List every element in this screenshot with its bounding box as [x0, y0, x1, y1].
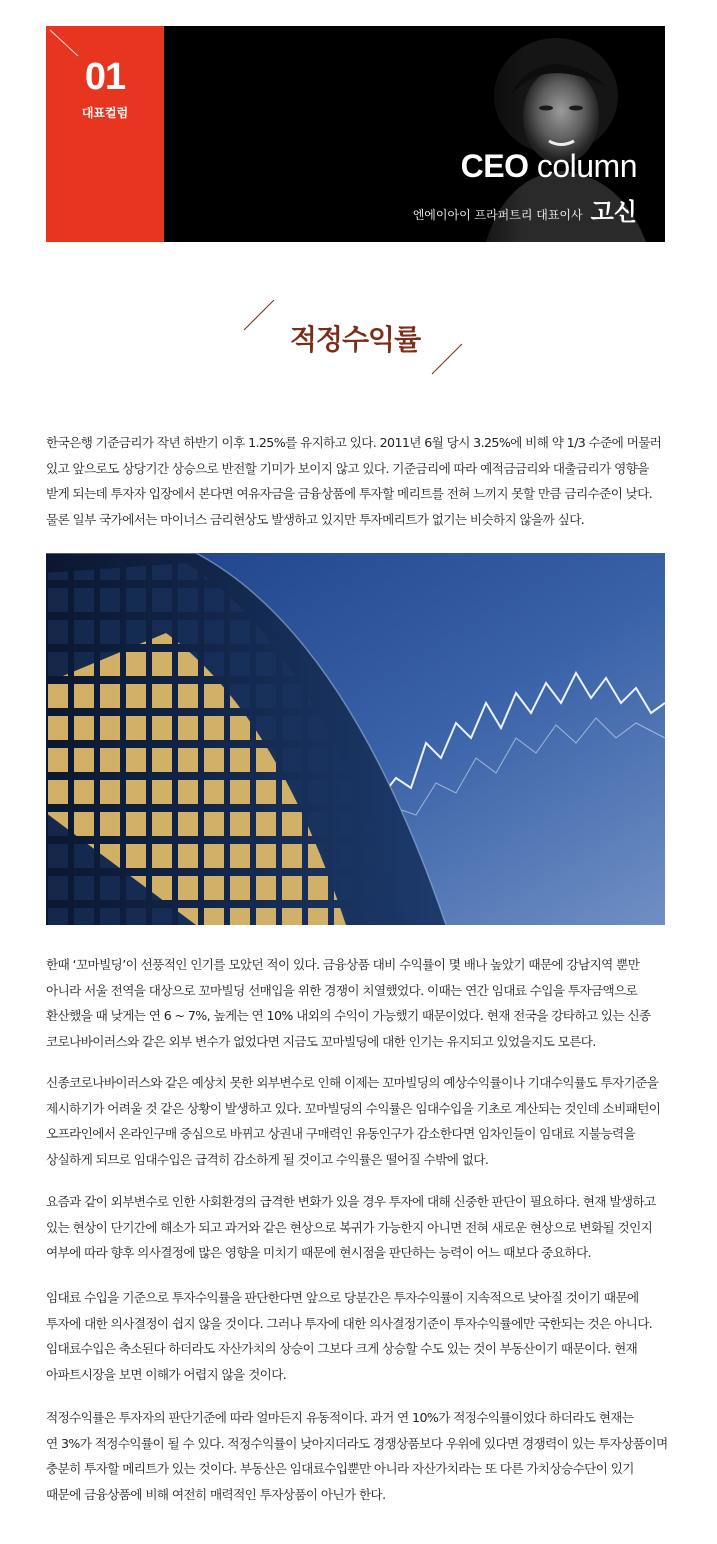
paragraph-line: 있는 현상이 단기간에 해소가 되고 과거와 같은 현상으로 복귀가 가능한지 아니면 전혀 새로운 현상으로 변화될 것인지: [46, 1219, 653, 1235]
paragraph-line: 투자에 대한 의사결정이 쉽지 않을 것이다. 그러나 투자에 대한 의사결정기준이 투자수익률에만 국한되는 것은 아니다.: [46, 1315, 653, 1331]
paragraph-line: 상실하게 되므로 임대수입은 급격히 감소하게 될 것이고 수익률은 떨어질 수밖에 없다.: [46, 1151, 489, 1167]
paragraph-2: [46, 952, 676, 1054]
paragraph-line: 임대료수입은 축소된다 하더라도 자산가치의 상승이 그보다 크게 상승할 수도 있는 것이 부동산이기 때문이다. 현재: [46, 1341, 638, 1356]
paragraph-3: [46, 1070, 676, 1172]
paragraph-line: 제시하기가 어려울 것 같은 상황이 발생하고 있다. 꼬마빌딩의 수익률은 임대수입을 기초로 계산되는 것인데 소비패턴이: [46, 1100, 661, 1116]
paragraph-line: 요즘과 같이 외부변수로 인한 사회환경의 급격한 변화가 있을 경우 투자에 대해 신중한 판단이 필요하다. 현재 발생하고: [46, 1194, 656, 1209]
ceo-title-bold: CEO: [460, 148, 529, 184]
paragraph-line: 충분히 투자할 메리트가 있는 것이다. 부동산은 임대료수입뿐만 아니라 자산가치라는 또 다른 가치상승수단이 있기: [46, 1461, 634, 1476]
ceo-column-banner: [46, 26, 665, 242]
paragraph-line: 아파트시장을 보면 이해가 어렵지 않을 것이다.: [46, 1366, 287, 1382]
paragraph-4: [46, 1189, 676, 1266]
paragraph-line: 적정수익률은 투자자의 판단기준에 따라 얼마든지 유동적이다. 과거 연 10%가 적정수익률이었다 하더라도 현재는: [46, 1410, 634, 1425]
section-label: 대표컬럼: [81, 106, 129, 120]
paragraph-line: 받게 되는데 투자자 입장에서 본다면 여유자금을 금융상품에 투자할 메리트를 전혀 느끼지 못할 만큼 금리수준이 낮다.: [46, 486, 653, 501]
ceo-column-title: [461, 148, 637, 185]
paragraph-line: 물론 일부 국가에서는 마이너스 금리현상도 발생하고 있지만 투자메리트가 없기는 비슷하지 않을까 싶다.: [46, 511, 585, 527]
article-title-block: [230, 300, 480, 380]
paragraph-line: 코로나바이러스와 같은 외부 변수가 없었다면 지금도 꼬마빌딩에 대한 인기는 유지되고 있었을지도 모른다.: [46, 1033, 596, 1049]
building-stock-chart-image: [46, 553, 665, 925]
ceo-title-light: column: [536, 148, 637, 184]
section-badge: [46, 26, 164, 242]
paragraph-6: [46, 1405, 676, 1507]
paragraph-line: 오프라인에서 온라인구매 중심으로 바뀌고 상권내 구매력인 유동인구가 감소한다면 임차인들이 임대료 지불능력을: [46, 1126, 636, 1141]
paragraph-line: 때문에 금융상품에 비해 여전히 매력적인 투자상품이 아닌가 한다.: [46, 1486, 386, 1502]
paragraph-1: [46, 430, 676, 532]
paragraph-line: 한때 ‘꼬마빌딩’이 선풍적인 인기를 모았던 적이 있다. 금융상품 대비 수익률이 몇 배나 높았기 때문에 강남지역 뿐만: [46, 957, 640, 972]
paragraph-line: 임대료 수입을 기준으로 투자수익률을 판단한다면 앞으로 당분간은 투자수익률이 지속적으로 낮아질 것이기 때문에: [46, 1290, 639, 1305]
ceo-role: 엔에이아이 프라퍼트리 대표이사: [412, 208, 583, 222]
paragraph-5: [46, 1285, 676, 1387]
paragraph-line: 환산했을 때 낮게는 연 6 ~ 7%, 높게는 연 10% 내외의 수익이 가능했기 때문이었다. 현재 전국을 강타하고 있는 신종: [46, 1008, 651, 1023]
ceo-byline: [413, 192, 637, 227]
paragraph-line: 여부에 따라 향후 의사결정에 많은 영향을 미치기 때문에 현시점을 판단하는 능력이 어느 때보다 중요하다.: [46, 1245, 591, 1260]
paragraph-line: 있고 앞으로도 상당기간 상승으로 반전할 기미가 보이지 않고 있다. 기준금리에 따라 예적금금리와 대출금리가 영향을: [46, 460, 649, 476]
paragraph-line: 연 3%가 적정수익률이 될 수 있다. 적정수익률이 낮아지더라도 경쟁상품보다 우위에 있다면 경쟁력이 있는 투자상품이며: [46, 1435, 668, 1451]
paragraph-line: 신종코로나바이러스와 같은 예상치 못한 외부변수로 인해 이제는 꼬마빌딩의 예상수익률이나 기대수익률도 투자기준을: [46, 1075, 659, 1090]
paragraph-line: 아니라 서울 전역을 대상으로 꼬마빌딩 선매입을 위한 경쟁이 치열했었다. 이때는 연간 임대료 수입을 투자금액으로: [46, 982, 638, 998]
section-number: 01: [84, 56, 126, 98]
article-title: 적정수익률: [289, 323, 421, 356]
paragraph-line: 한국은행 기준금리가 작년 하반기 이후 1.25%를 유지하고 있다. 2011년 6월 당시 3.25%에 비해 약 1/3 수준에 머물러: [46, 435, 662, 450]
ceo-name: 고신: [590, 197, 637, 226]
